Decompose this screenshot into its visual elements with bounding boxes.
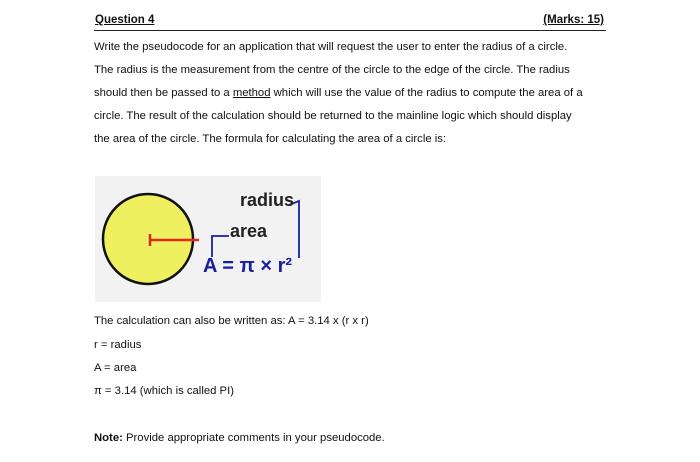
- note: [94, 432, 385, 444]
- formula-text: A = π × r²: [203, 255, 293, 277]
- note-label: Note:: [94, 432, 123, 444]
- paragraph-line: Write the pseudocode for an application that will request the user to enter the radius of a circle.: [94, 41, 568, 53]
- paragraph-line: [94, 82, 614, 105]
- question-title: Question 4: [95, 14, 155, 26]
- calculation-line: The calculation can also be written as: A = 3.14 x (r x r): [94, 315, 369, 327]
- paragraph-line: the area of the circle. The formula for calculating the area of a circle is:: [94, 133, 447, 145]
- method-term: method: [232, 87, 271, 99]
- paragraph-text: which will use the value of the radius to compute the area of a: [270, 87, 583, 99]
- circle-area-figure: [95, 176, 321, 302]
- area-bracket: [212, 236, 229, 257]
- question-marks: (Marks: 15): [543, 14, 604, 26]
- pi-definition: π = 3.14 (which is called PI): [94, 385, 234, 397]
- question-paragraph: [94, 36, 614, 151]
- question-header: [94, 14, 606, 31]
- radius-definition: r = radius: [94, 339, 142, 351]
- note-text: Provide appropriate comments in your pseudocode.: [122, 432, 385, 444]
- paragraph-text: should then be passed to a: [94, 87, 233, 99]
- area-definition: A = area: [94, 362, 137, 374]
- circle-area-diagram: [95, 176, 321, 302]
- area-label: area: [230, 221, 268, 241]
- paragraph-line: The radius is the measurement from the centre of the circle to the edge of the circle. The radius: [94, 64, 570, 76]
- paragraph-line: circle. The result of the calculation should be returned to the mainline logic which should display: [94, 110, 572, 122]
- radius-label: radius: [240, 190, 295, 210]
